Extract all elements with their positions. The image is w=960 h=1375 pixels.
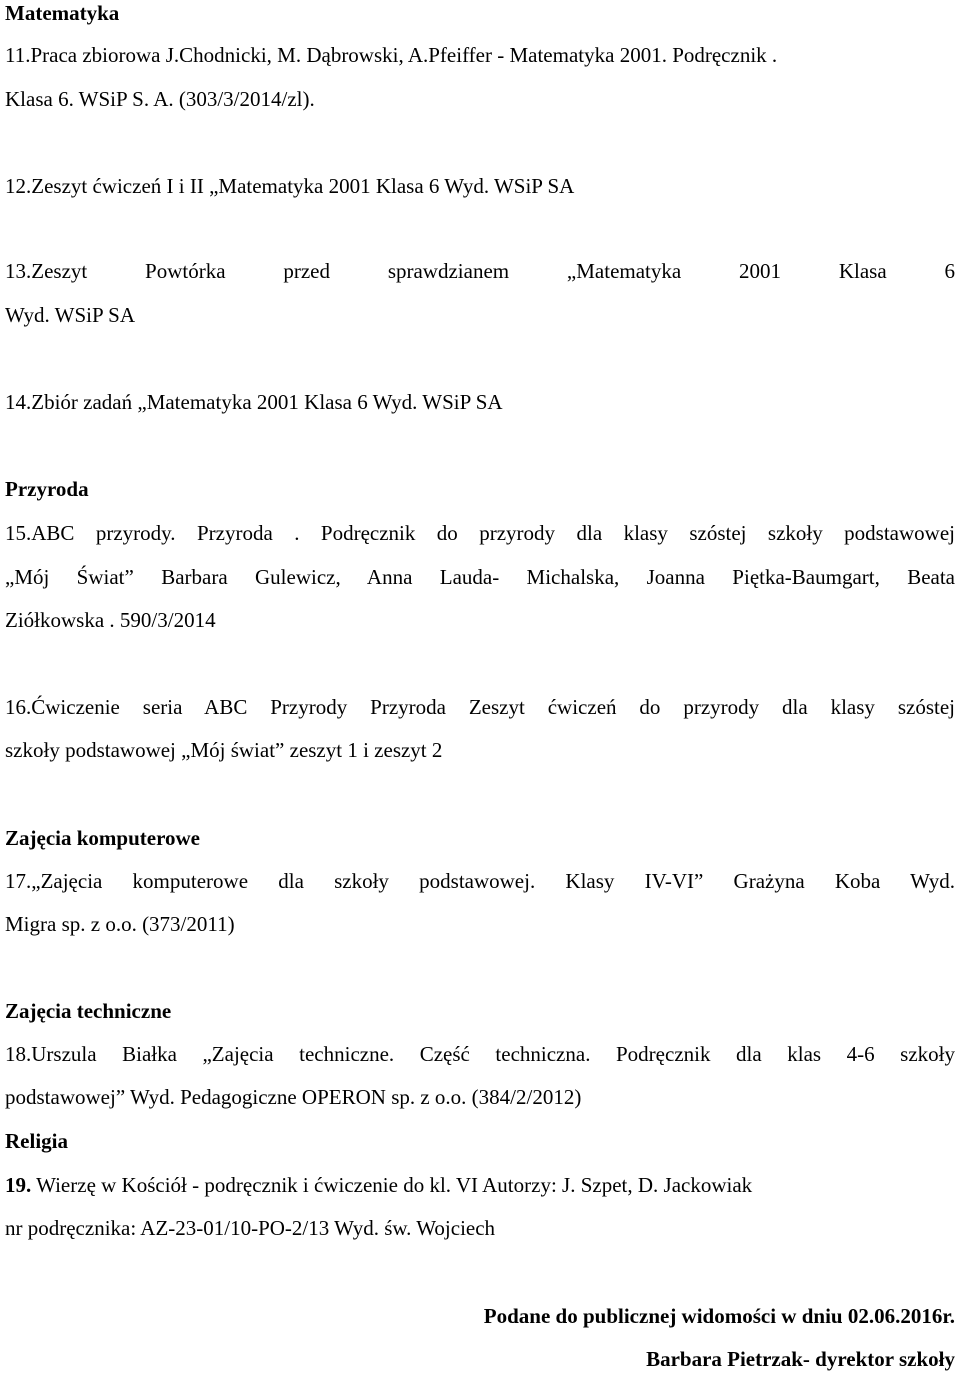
item-19-number: 19. xyxy=(5,1173,32,1197)
heading-religia: Religia xyxy=(5,1129,68,1153)
item-11-line-2: Klasa 6. WSiP S. A. (303/3/2014/zl). xyxy=(5,87,315,111)
item-16-line-1: 16.Ćwiczenie seria ABC Przyrody Przyroda Zeszyt ćwiczeń do przyrody dla klasy szóstej xyxy=(5,695,955,719)
heading-przyroda: Przyroda xyxy=(5,477,89,501)
item-15-line-1: 15.ABC przyrody. Przyroda . Podręcznik do przyrody dla klasy szóstej szkoły podstawowej xyxy=(5,521,955,545)
item-19-line-2: nr podręcznika: AZ-23-01/10-PO-2/13 Wyd. św. Wojciech xyxy=(5,1216,496,1240)
item-19-text: Wierzę w Kościół - podręcznik i ćwiczenie do kl. VI Autorzy: J. Szpet, D. Jackowiak xyxy=(31,1173,753,1197)
published-date: Podane do publicznej widomości w dniu 02.06.2016r. xyxy=(483,1304,955,1328)
item-17-line-2: Migra sp. z o.o. (373/2011) xyxy=(5,912,235,936)
item-13-line-1: 13.Zeszyt Powtórka przed sprawdzianem „Matematyka 2001 Klasa 6 xyxy=(5,259,955,283)
item-13-line-2: Wyd. WSiP SA xyxy=(5,303,136,327)
item-15-line-2: „Mój Świat” Barbara Gulewicz, Anna Lauda- Michalska, Joanna Piętka-Baumgart, Beata xyxy=(5,565,955,589)
item-14: 14.Zbiór zadań „Matematyka 2001 Klasa 6 Wyd. WSiP SA xyxy=(5,390,503,414)
item-18-line-1: 18.Urszula Białka „Zajęcia techniczne. Część techniczna. Podręcznik dla klas 4-6 szkoły xyxy=(5,1042,955,1066)
item-17-line-1: 17.„Zajęcia komputerowe dla szkoły podstawowej. Klasy IV-VI” Grażyna Koba Wyd. xyxy=(5,869,955,893)
signature: Barbara Pietrzak- dyrektor szkoły xyxy=(646,1347,955,1371)
item-18-line-2: podstawowej” Wyd. Pedagogiczne OPERON sp. z o.o. (384/2/2012) xyxy=(5,1085,582,1109)
item-11-line-1: 11.Praca zbiorowa J.Chodnicki, M. Dąbrowski, A.Pfeiffer - Matematyka 2001. Podręcznik . xyxy=(5,43,778,67)
item-19-line-1 xyxy=(5,1172,752,1198)
heading-matematyka: Matematyka xyxy=(5,1,120,25)
heading-zajecia-komputerowe: Zajęcia komputerowe xyxy=(5,826,200,850)
item-15-line-3: Ziółkowska . 590/3/2014 xyxy=(5,608,216,632)
item-12: 12.Zeszyt ćwiczeń I i II „Matematyka 2001 Klasa 6 Wyd. WSiP SA xyxy=(5,174,575,198)
item-16-line-2: szkoły podstawowej „Mój świat” zeszyt 1 i zeszyt 2 xyxy=(5,738,443,762)
heading-zajecia-techniczne: Zajęcia techniczne xyxy=(5,999,172,1023)
